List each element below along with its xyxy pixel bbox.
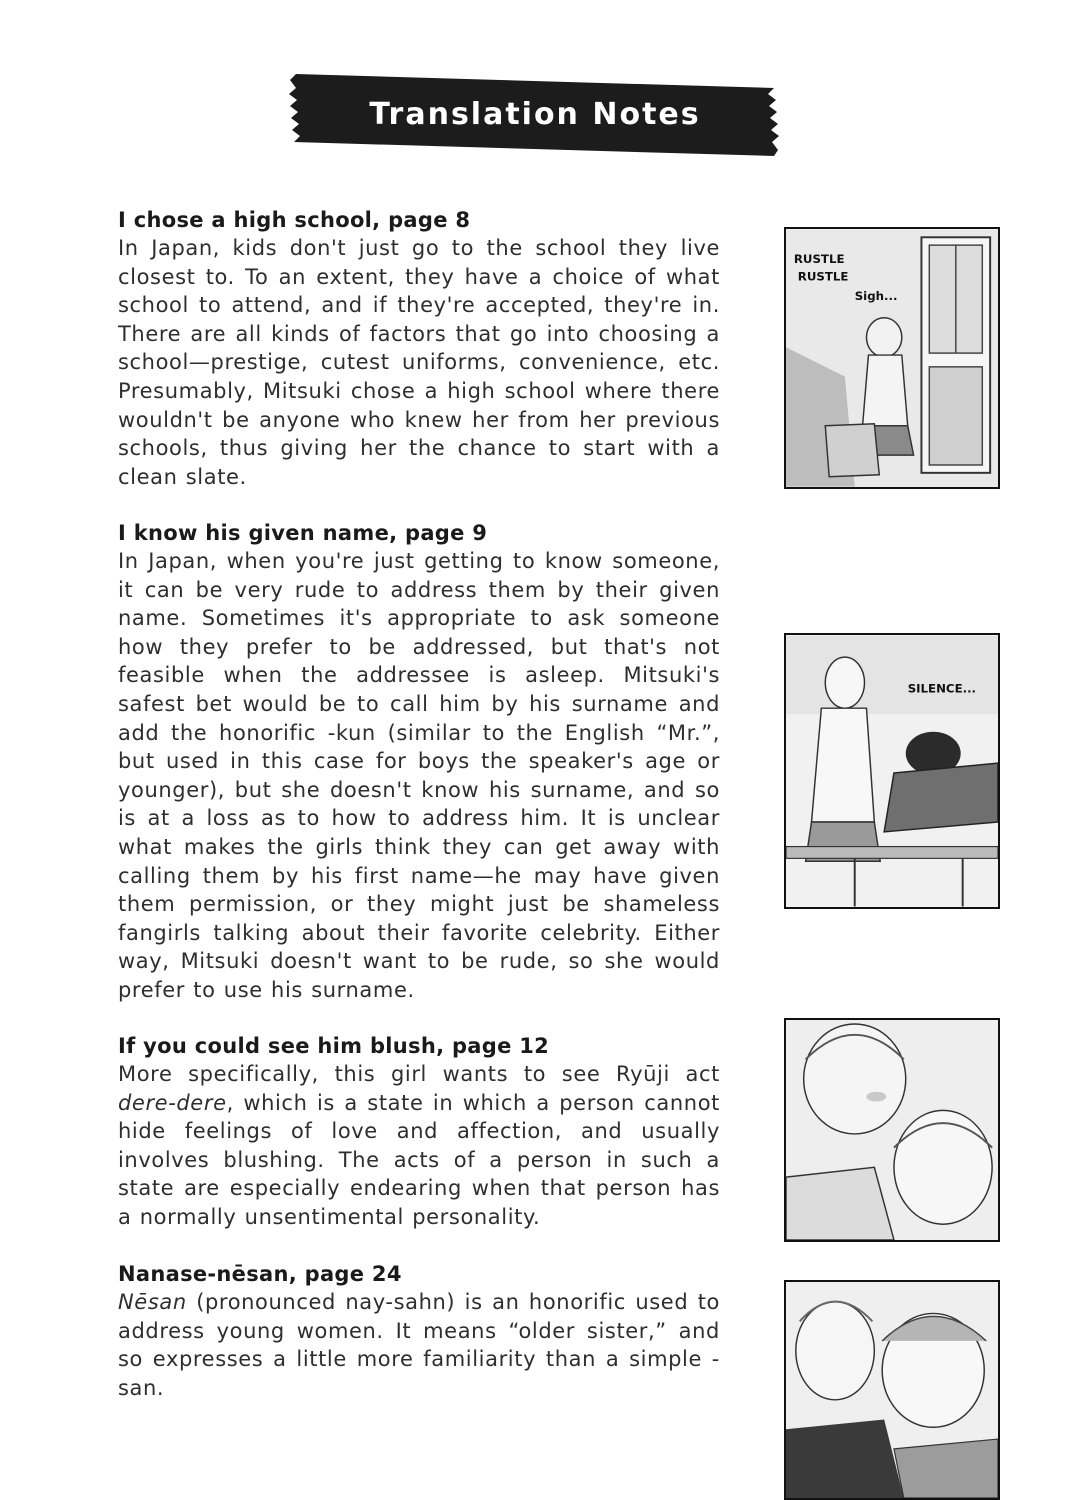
note-body: In Japan, kids don't just go to the school they live closest to. To an extent, they have a choice of what school to attend, and if they're accepted, they're in. There are all kinds of factors that go into choosing a school—prestige, cutest uniforms, convenience, etc. Presumably, Mitsuki chose a high school where there wouldn't be anyone who knew her from her previous schools, thus giving her the chance to start with a clean slate. [118, 236, 720, 489]
page-title: Translation Notes [369, 96, 701, 132]
note-given-name [118, 519, 720, 1005]
sfx-text: RUSTLE [793, 251, 845, 266]
note-heading: I know his given name, page 9 [118, 521, 488, 545]
sfx-text: RUSTLE [797, 269, 849, 284]
panel-illustration [786, 1020, 998, 1240]
manga-panel-sleeping-boy [784, 633, 1000, 909]
manga-panel-blushing-girls [784, 1018, 1000, 1242]
title-banner [288, 72, 782, 156]
note-blush [118, 1032, 720, 1232]
note-body-emphasis: dere-dere [118, 1090, 227, 1115]
note-body-emphasis: Nēsan [118, 1290, 187, 1314]
sfx-text: SILENCE... [907, 681, 977, 696]
note-heading: If you could see him blush, page 12 [118, 1034, 550, 1058]
manga-panel-boy-and-girl [784, 1280, 1000, 1500]
note-body [118, 1288, 720, 1402]
panel-illustration [786, 1282, 998, 1498]
note-high-school [118, 206, 720, 491]
note-body: In Japan, when you're just getting to know someone, it can be very rude to address them by their given name. Sometimes it's appropriate to ask someone how they prefer to be addressed, but that's not feasible when the addressee is asleep. Mitsuki's safest bet would be to call him by his surname and add the honorific -kun (similar to the English “Mr.”, but used in this case for boys the speaker's age or younger), but she doesn't know his surname, and so is at a loss as to how to address him. It is unclear what makes the girls think they can get away with calling them by his first name—he may have given them permission, or they might just be shameless fangirls talking about their favorite celebrity. Either way, Mitsuki doesn't want to be rude, so she would prefer to use his surname. [118, 549, 720, 1002]
note-body [118, 1060, 720, 1232]
note-heading: I chose a high school, page 8 [118, 208, 471, 232]
manga-panel-classroom-door [784, 227, 1000, 489]
panel-illustration [786, 229, 998, 487]
note-body-text: More specifically, this girl wants to see Ryūji act [118, 1062, 720, 1086]
sfx-text: Sigh... [854, 289, 898, 304]
note-heading: Nanase-nēsan, page 24 [118, 1262, 402, 1286]
panel-illustration [786, 635, 998, 907]
note-nesan [118, 1260, 720, 1402]
note-body-text: (pronounced nay-sahn) is an honorific used to address young women. It means “older sister,” and so expresses a little more familiarity than a simple -san. [118, 1290, 720, 1400]
note-body-text: , which is a state in which a person cannot hide feelings of love and affection, and usually involves blushing. The acts of a person in such a state are especially endearing when that person has a normally unsentimental personality. [118, 1090, 720, 1229]
